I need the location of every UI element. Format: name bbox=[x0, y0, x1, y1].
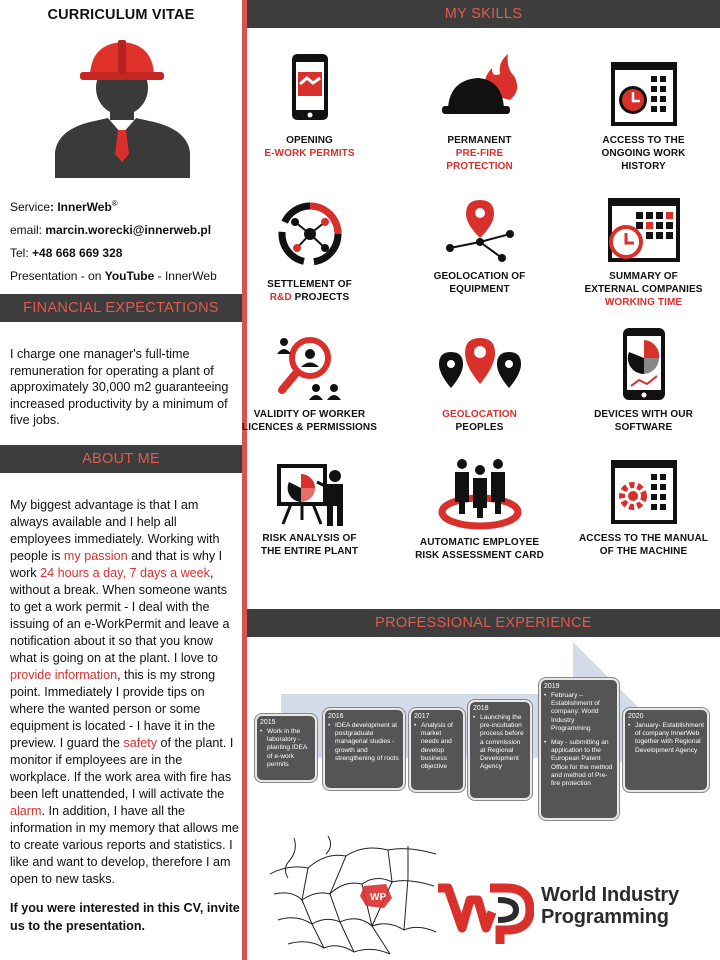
cv-title: CURRICULUM VITAE bbox=[47, 7, 195, 23]
presentation-line: Presentation - on YouTube - InnerWeb bbox=[10, 269, 217, 283]
wp-logo-icon bbox=[434, 878, 534, 948]
timeline-entry-2017: 2017 • Analysis of market needs and develop business objective bbox=[409, 708, 465, 792]
youtube-link[interactable]: YouTube bbox=[104, 269, 155, 283]
workers-group-icon bbox=[438, 456, 522, 532]
skill-geolocation-equipment: GEOLOCATION OF EQUIPMENT bbox=[402, 196, 557, 296]
skills-heading: MY SKILLS bbox=[247, 0, 720, 28]
skill-opening-permits: OPENING E-WORK PERMITS bbox=[232, 50, 387, 160]
email-link[interactable]: marcin.worecki@innerweb.pl bbox=[45, 223, 212, 237]
skill-geolocation-peoples: GEOLOCATION PEOPLES bbox=[402, 336, 557, 434]
timeline-entry-2018: 2018 • Launching the pre-incubation process before a commission at Regional Development Agency bbox=[468, 700, 532, 800]
skill-external-companies: SUMMARY OF EXTERNAL COMPANIES WORKING TIME bbox=[566, 192, 720, 309]
tel-line: Tel: +48 668 669 328 bbox=[10, 246, 123, 260]
email-line: email: marcin.worecki@innerweb.pl bbox=[10, 223, 212, 237]
skill-worker-licences: VALIDITY OF WORKER LICENCES & PERMISSIONS bbox=[232, 330, 387, 434]
experience-heading: PROFESSIONAL EXPERIENCE bbox=[247, 609, 720, 637]
location-pins-icon bbox=[437, 336, 523, 396]
skill-pre-fire-protection: PERMANENT PRE-FIRE PROTECTION bbox=[402, 50, 557, 173]
left-column bbox=[0, 0, 242, 960]
helmet-fire-icon bbox=[440, 50, 520, 130]
phone-handshake-icon bbox=[280, 50, 340, 130]
skill-devices-software: DEVICES WITH OUR SOFTWARE bbox=[566, 326, 720, 434]
skill-machine-manual: ACCESS TO THE MANUAL OF THE MACHINE bbox=[566, 454, 720, 558]
skill-risk-analysis: RISK ANALYSIS OF THE ENTIRE PLANT bbox=[232, 462, 387, 558]
skill-rd-projects: SETTLEMENT OF R&D PROJECTS bbox=[232, 196, 387, 304]
about-text: My biggest advantage is that I am always available and I help all employees immediately. Working with people is my passion and that is why I work 24 hours a day, 7 days a week, without a break. When someone wants to get a work permit - I deal with the issuing of an e-WorkPermit and leave a notification about it so that you know what is going on at the plant. I love to provide information, this is my strong point. Immediately I provide tips on where the wanted person or some equipment is located - I have it in the preview. I guard the safety of the plant. I monitor if employees are in the workplace. If the work area with fire has been left unattended, I will activate the alarm. In addition, I have all the information in my memory that allows me to create various reports and statistics. I like and want to develop, therefore I am open to new tasks. bbox=[10, 498, 239, 886]
financial-text: I charge one manager's full-time remuneration for operating a plant of approximately 30,000 m2 guaranteeing increased productivity by a minimum of five jobs. bbox=[10, 347, 229, 428]
europe-map-icon bbox=[268, 834, 438, 960]
closing-invite: If you were interested in this CV, invite us to the presentation. bbox=[10, 901, 240, 933]
service-line: Service: InnerWeb® bbox=[10, 199, 118, 214]
location-network-icon bbox=[442, 196, 518, 266]
calendar-clock-icon bbox=[609, 56, 679, 130]
presentation-icon bbox=[273, 462, 347, 528]
timeline-entry-2020: 2020 • January- Establishment of company InnerWeb together with Regional Development Agency bbox=[623, 708, 709, 792]
contact-block bbox=[10, 192, 240, 288]
skill-work-history: ACCESS TO THE ONGOING WORK HISTORY bbox=[566, 56, 720, 173]
calendar-gear-icon bbox=[609, 454, 679, 528]
worker-avatar-icon bbox=[50, 30, 195, 178]
skill-risk-assessment-card: AUTOMATIC EMPLOYEE RISK ASSESSMENT CARD bbox=[402, 456, 557, 562]
timeline-entry-2016: 2016 • IDEA development at postgraduate managerial studies - growth and strengthening of roots bbox=[323, 708, 405, 790]
about-heading: ABOUT ME bbox=[0, 445, 242, 473]
financial-heading: FINANCIAL EXPECTATIONS bbox=[0, 294, 242, 322]
timeline-entry-2019: 2019 • February – Establishment of company: World Industry Programming • May - submitting an application to the European Patent Office for the method and method of Pre-fire protection bbox=[539, 678, 619, 820]
company-logo-text: World Industry Programming bbox=[541, 884, 679, 928]
timeline-entry-2015: 2015 • Work in the laboratory - planting IDEA of e-work permits bbox=[255, 714, 317, 782]
calendar-clock-icon bbox=[606, 192, 682, 266]
svg-text:WP: WP bbox=[370, 892, 387, 903]
network-circle-icon bbox=[273, 196, 347, 274]
search-people-icon bbox=[272, 330, 348, 404]
experience-timeline bbox=[247, 636, 720, 826]
phone-chart-icon bbox=[619, 326, 669, 404]
phone-number[interactable]: +48 668 669 328 bbox=[32, 246, 123, 260]
